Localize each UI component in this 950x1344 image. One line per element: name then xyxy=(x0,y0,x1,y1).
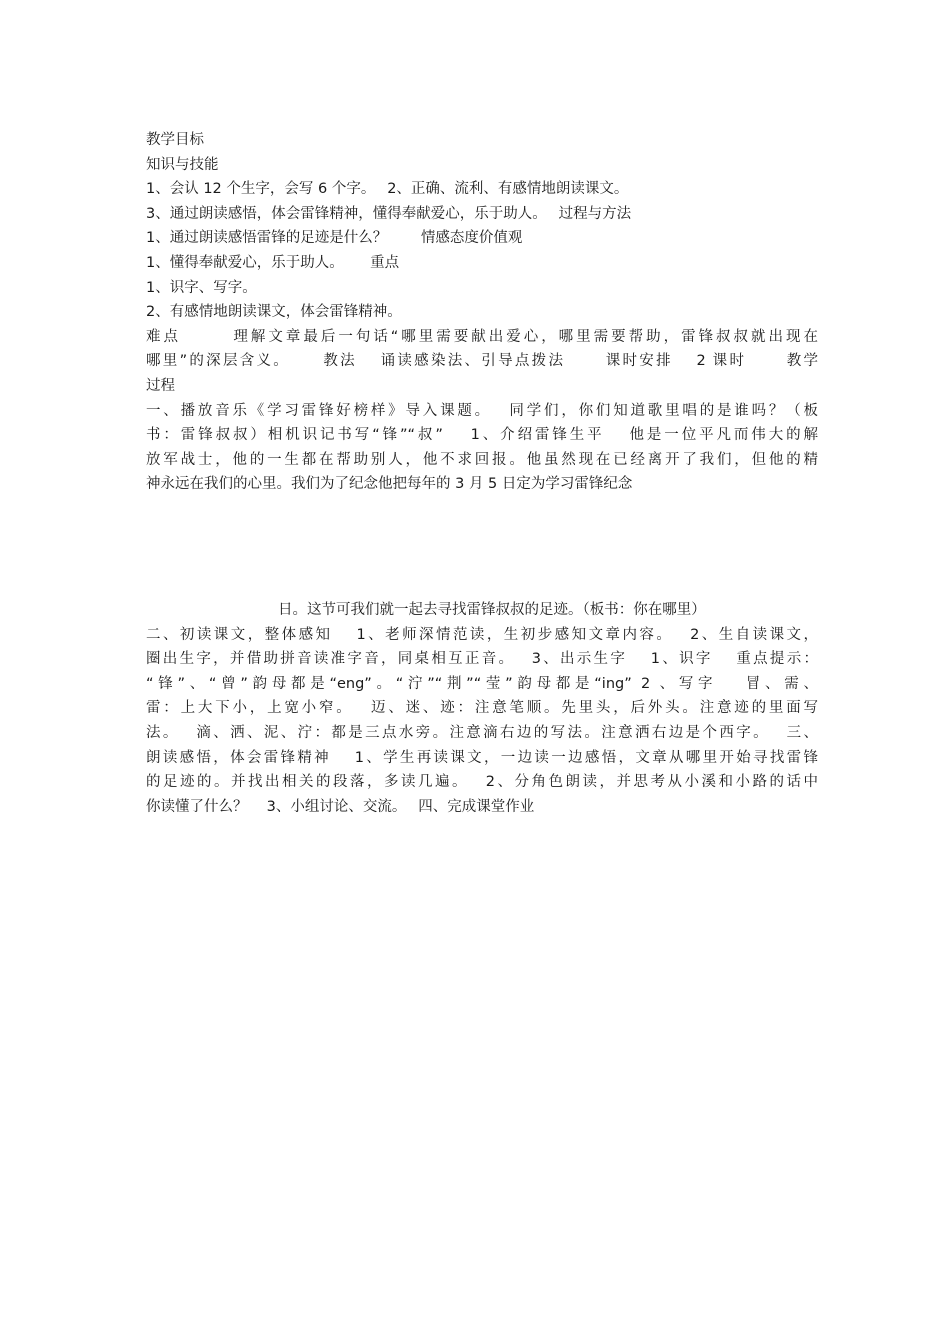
text-line: 二、初读课文，整体感知 1、老师深情范读，生初步感知文章内容。 2、生自读课文， xyxy=(146,626,818,643)
text-line: 法。 滴、洒、泥、泞：都是三点水旁。注意滴右边的写法。注意洒右边是个西字。 三、 xyxy=(146,724,818,741)
lesson-plan-section-1 xyxy=(146,128,818,497)
text-line: 神永远在我们的心里。我们为了纪念他把每年的 3 月 5 日定为学习雷锋纪念 xyxy=(146,476,633,493)
text-line: 2、有感情地朗读课文，体会雷锋精神。 xyxy=(146,304,402,321)
text-line: 3、通过朗读感悟，体会雷锋精神，懂得奉献爱心，乐于助人。 过程与方法 xyxy=(146,205,632,222)
text-line: 圈出生字，并借助拼音读准字音，同桌相互正音。 3、出示生字 1、识字 重点提示： xyxy=(146,651,818,668)
text-line: 日。这节可我们就一起去寻找雷锋叔叔的足迹。（板书：你在哪里） xyxy=(278,602,706,618)
text-line: 书：雷锋叔叔）相机识记书写“锋”“叔” 1、介绍雷锋生平 他是一位平凡而伟大的解 xyxy=(146,427,818,444)
text-line: 你读懂了什么？ 3、小组讨论、交流。 四、完成课堂作业 xyxy=(146,798,535,815)
text-line: 的足迹的。并找出相关的段落，多读几遍。 2、分角色朗读，并思考从小溪和小路的话中 xyxy=(146,774,818,791)
text-line: 朗读感悟，体会雷锋精神 1、学生再读课文，一边读一边感悟，文章从哪里开始寻找雷锋 xyxy=(146,749,818,766)
heading-knowledge-skills: 知识与技能 xyxy=(146,156,219,173)
text-line: 难点 理解文章最后一句话“哪里需要献出爱心，哪里需要帮助，雷锋叔叔就出现在 xyxy=(146,328,818,345)
text-line: 一、播放音乐《学习雷锋好榜样》导入课题。 同学们，你们知道歌里唱的是谁吗？（板 xyxy=(146,402,818,419)
text-line: 1、会认 12 个生字，会写 6 个字。 2、正确、流利、有感情地朗读课文。 xyxy=(146,181,629,198)
text-line: “锋”、“曾”韵母都是“eng”。“泞”“荆”“莹”韵母都是“ing” 2 、写字 冒、需、 xyxy=(146,675,818,692)
text-line: 过程 xyxy=(146,377,175,394)
lesson-plan-section-2 xyxy=(146,598,818,819)
text-line: 1、懂得奉献爱心，乐于助人。 重点 xyxy=(146,254,400,271)
text-line: 放军战士，他的一生都在帮助别人，他不求回报。他虽然现在已经离开了我们，但他的精 xyxy=(146,451,818,468)
text-line: 雷：上大下小，上宽小窄。 迈、迷、迹：注意笔顺。先里头，后外头。注意迹的里面写 xyxy=(146,700,818,717)
text-line: 1、识字、写字。 xyxy=(146,279,257,296)
heading-teaching-goals: 教学目标 xyxy=(146,132,204,148)
text-line: 1、通过朗读感悟雷锋的足迹是什么？ 情感态度价值观 xyxy=(146,230,523,247)
text-line: 哪里”的深层含义。 教法 诵读感染法、引导点拨法 课时安排 2 课时 教学 xyxy=(146,353,818,370)
